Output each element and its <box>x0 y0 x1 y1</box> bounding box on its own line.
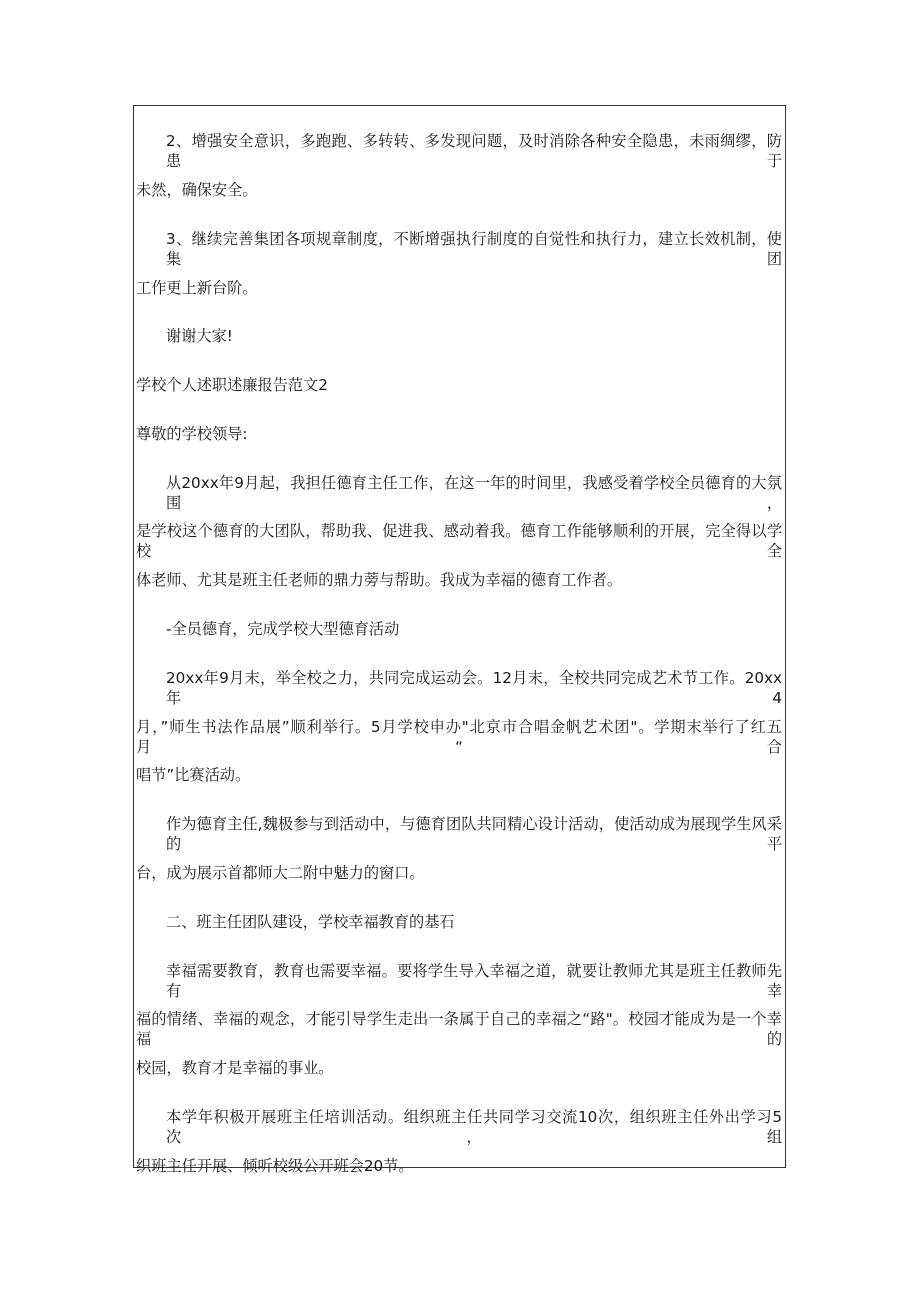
paragraph-line: 2、增强安全意识，多跑跑、多转转、多发现问题，及时消除各种安全隐患，未雨绸缪，防患于 <box>166 132 782 170</box>
paragraph-line: 幸福需要教育，教育也需要幸福。要将学生导入幸福之道，就要让教师尤其是班主任教师先有幸 <box>166 962 782 1000</box>
paragraph-line: 作为德育主任,魏极参与到活动中，与德育团队共同精心设计活动，使活动成为展现学生风采的平 <box>166 815 782 853</box>
section-title: 学校个人述职述廉报告范文2 <box>136 376 328 394</box>
paragraph-line: 是学校这个德育的大团队，帮助我、促进我、感动着我。德育工作能够顺利的开展，完全得以学校全 <box>136 522 782 560</box>
paragraph-line: 福的情绪、幸福的观念，才能引导学生走出一条属于自己的幸福之“路"。校园才能成为是一个幸福的 <box>136 1010 782 1048</box>
subheading: -全员德育，完成学校大型德育活动 <box>166 620 400 638</box>
salutation: 尊敬的学校领导: <box>136 425 248 443</box>
paragraph-line: 3、继续完善集团各项规章制度，不断增强执行制度的自觉性和执行力，建立长效机制，使集团 <box>166 230 782 268</box>
paragraph-line: 唱节”比赛活动。 <box>136 766 251 784</box>
paragraph-line: 工作更上新台阶。 <box>136 279 258 297</box>
paragraph-line: 体老师、尤其是班主任老师的鼎力蒡与帮助。我成为幸福的德育工作者。 <box>136 571 622 589</box>
paragraph-line: 未然，确保安全。 <box>136 181 258 199</box>
paragraph-line: 校园，教育才是幸福的事业。 <box>136 1059 334 1077</box>
paragraph-line: 本学年积极开展班主任培训活动。组织班主任共同学习交流10次，组织班主任外出学习5次，组 <box>166 1108 782 1146</box>
paragraph-line: 月，”师生书法作品展”顺利举行。5月学校申办"北京市合唱金帆艺术团"。学期末举行了红五月“合 <box>136 718 782 756</box>
paragraph-line: 从20xx年9月起，我担任德育主任工作，在这一年的时间里，我感受着学校全员德育的大氛围， <box>166 474 782 512</box>
paragraph-line: 20xx年9月末，举全校之力，共同完成运动会。12月末，全校共同完成艺术节工作。20xx年4 <box>166 669 782 707</box>
paragraph-line: 织班主任开展、倾听校级公开班会20节。 <box>136 1157 414 1175</box>
paragraph-line: 台，成为展示首都师大二附中魅力的窗口。 <box>136 864 425 882</box>
subheading: 二、班主任团队建设，学校幸福教育的基石 <box>166 913 455 931</box>
closing-line: 谢谢大家! <box>166 327 233 345</box>
